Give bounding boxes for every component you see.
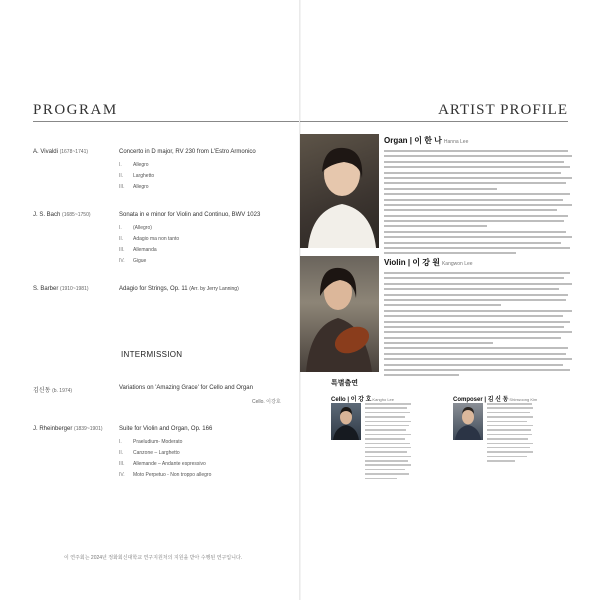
work-kim-variations: Variations on 'Amazing Grace' for Cello and Organ <box>119 385 253 391</box>
movement: I. Allegro <box>119 162 149 168</box>
composer-photo <box>453 403 483 440</box>
funding-footnote: 이 연주회는 2024년 정화회신대학교 연구지원처의 지원을 받아 수행된 연구입니다. <box>64 555 243 561</box>
work-title: Adagio for Strings, Op. 11 <box>119 286 188 292</box>
organist-bio <box>384 150 572 258</box>
composer-years: (1685~1750) <box>62 212 91 218</box>
composer-name: J. Rheinberger <box>33 426 73 432</box>
work-arranger: (Arr. by Jerry Lanning) <box>189 286 239 292</box>
composer-years: (1839~1901) <box>74 426 103 432</box>
portrait-silhouette <box>300 256 379 372</box>
movement: IV. Moto Perpetuo - Non troppo allegro <box>119 472 212 478</box>
composer-kim <box>33 385 72 394</box>
movement: I. (Allegro) <box>119 225 152 231</box>
composer-bach <box>33 212 91 218</box>
movement: III. Allemanda <box>119 247 157 253</box>
movement: III. Allemande – Andante espressivo <box>119 461 206 467</box>
work-bach-sonata: Sonata in e minor for Violin and Continuo, BWV 1023 <box>119 212 261 218</box>
guest-name-composer: Composer | 김 신 동Shinwoong Kim <box>453 397 538 403</box>
cellist-photo <box>331 403 361 440</box>
composer-name: J. S. Bach <box>33 212 61 218</box>
portrait-silhouette <box>331 403 361 440</box>
artist-name-violin: Violin | 이 강 원 Kangwon Lee <box>384 258 473 267</box>
violinist-photo <box>300 256 379 372</box>
composer-name: A. Vivaldi <box>33 149 58 155</box>
special-guests-heading: 특별출연 <box>331 380 359 387</box>
portrait-silhouette <box>453 403 483 440</box>
violinist-bio <box>384 272 572 380</box>
composer-rheinberger <box>33 426 103 432</box>
movement: II. Canzone – Larghetto <box>119 450 180 456</box>
program-heading: PROGRAM <box>33 102 118 118</box>
composer-name: 김신동 <box>33 388 51 394</box>
cellist-bio <box>365 403 411 482</box>
composer-vivaldi <box>33 149 88 155</box>
movement: II. Larghetto <box>119 173 155 179</box>
artist-name-organ: Organ | 이 한 나 Hanna Lee <box>384 136 469 145</box>
movement: III. Allegro <box>119 184 149 190</box>
guest-name-cello: Cello | 이 강 호Kangho Lee <box>331 397 394 403</box>
organist-photo <box>300 134 379 248</box>
composer-bio <box>487 403 533 464</box>
intermission-label: INTERMISSION <box>121 350 183 359</box>
movement: IV. Gigue <box>119 258 147 264</box>
work-rheinberger-suite: Suite for Violin and Organ, Op. 166 <box>119 426 213 432</box>
portrait-silhouette <box>300 134 379 248</box>
composer-years: (1678~1741) <box>59 149 89 155</box>
performer-credit: Cello. 이강호 <box>252 399 281 405</box>
composer-name: S. Barber <box>33 286 59 292</box>
movement: I. Praeludium- Moderato <box>119 439 183 445</box>
artist-profile-heading: ARTIST PROFILE <box>438 102 568 118</box>
work-barber-adagio <box>119 286 239 292</box>
composer-years: (b. 1974) <box>52 388 73 394</box>
movement: II. Adagio ma non tanto <box>119 236 180 242</box>
composer-barber <box>33 286 89 292</box>
work-vivaldi-concerto: Concerto in D major, RV 230 from L'Estro Armonico <box>119 149 256 155</box>
program-heading-rule <box>33 121 299 122</box>
composer-years: (1910~1981) <box>60 286 89 292</box>
artist-profile-heading-rule <box>300 121 568 122</box>
